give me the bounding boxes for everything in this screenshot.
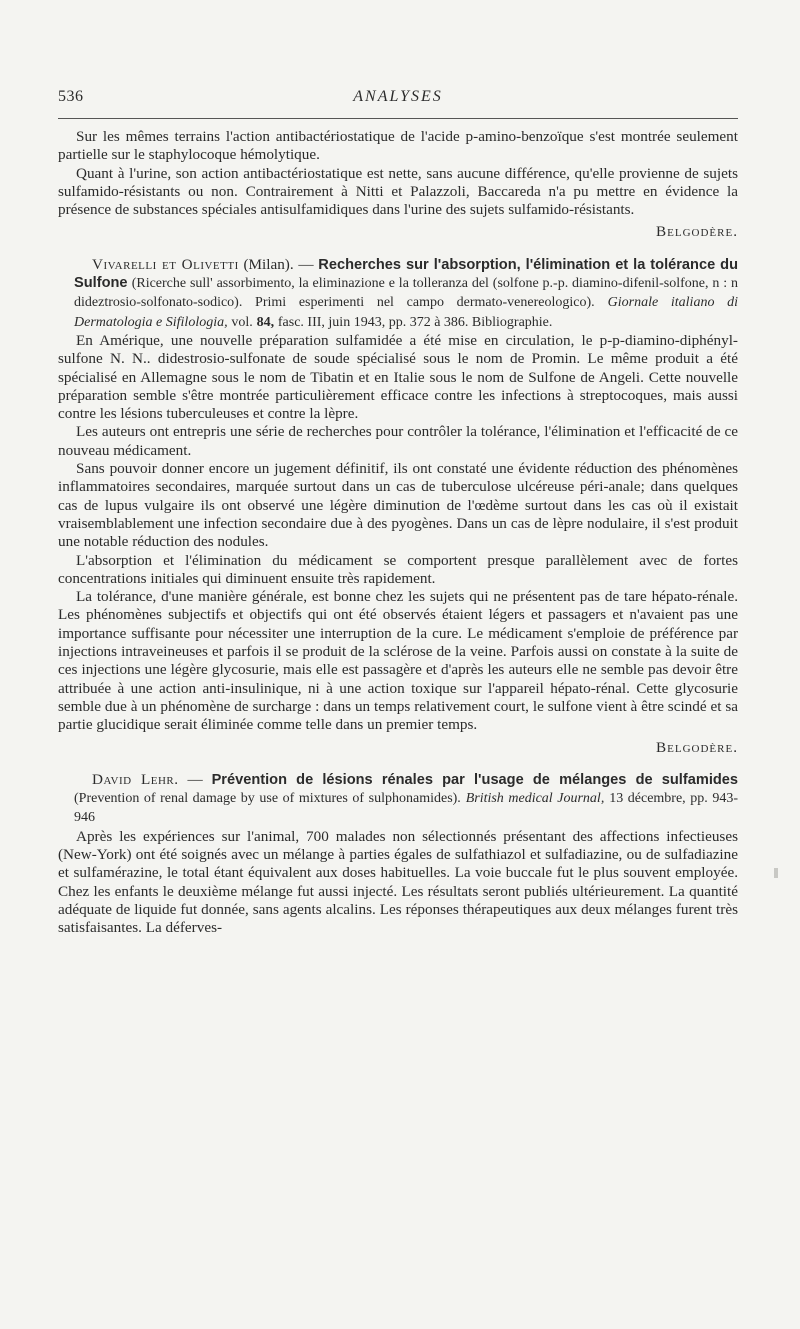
signature: Belgodère. — [656, 223, 738, 241]
entry-location: (Milan). — — [243, 255, 314, 273]
paragraph: Les auteurs ont entrepris une série de recherches pour contrôler la tolérance, l'élimination et l'efficacité de ce nouveau médicament. — [58, 423, 738, 459]
entry-title: Recherches sur l'absorption, l'élimination et la tolérance du Sulfone — [74, 256, 738, 292]
paragraph: L'absorption et l'élimination du médicament se comportent presque parallèlement avec de fortes concentrations initiales qui diminuent ensuite très rapidement. — [58, 551, 738, 587]
entry-separator: — — [187, 770, 203, 788]
paragraph: Sans pouvoir donner encore un jugement définitif, ils ont constaté une évidente réduction des phénomènes inflammatoires secondaires, marquée surtout dans un cas de tuberculose ulcéreuse péri-anale; dans quelques cas de lupus vulgaire ils ont observé une légère diminution de l'œdème surtout dans les cas où il existait vraisemblablement une infection secondaire due à des pyogènes. Dans un cas de lèpre nodulaire, il s'est produit une notable réduction des nodules. — [58, 460, 738, 551]
entry-header — [58, 771, 738, 828]
paragraph: En Amérique, une nouvelle préparation sulfamidée a été mise en circulation, le p-p-diamino-diphényl-sulfone N. N.. didestrosio-sulfonate de soude spécialisé sous le nom de Promin. Le même produit a été spécialisé en Allemagne sous le nom de Tibatin et en Italie sous le nom de Sulfone de Angeli. Cette nouvelle préparation semble s'être montrée particulièrement efficace contre les infections à streptocoques, mais aussi contre les lésions tuberculeuses et contre la lèpre. — [58, 331, 738, 423]
entry-volume: 84, — [256, 314, 275, 330]
paragraph: La tolérance, d'une manière générale, est bonne chez les sujets qui ne présentent pas de tare hépato-rénale. Les phénomènes subjectifs et objectifs qui ont été observés étaient légers et passagers et n'avaient pas une importance suffisante pour nécessiter une interruption de la cure. Le médicament s'emploie de préférence par injections intraveineuses et parfois il se produit de la sclérose de la veine. Parfois aussi on constate à la suite de ces injections une légère glycosurie, mais elle est passagère et d'après les auteurs elle ne semble pas devoir être attribuée à une action anti-insulinique, ni à une action toxique sur l'appareil hépato-rénal. Cette glycosurie semble due à un phénomène de surcharge : dans un temps relativement court, le sulfone vient à être scindé et sa partie glucidique serait éliminée comme telle dans un premier temps. — [58, 588, 738, 734]
entry-details: fasc. III, juin 1943, pp. 372 à 386. Bibliographie. — [277, 314, 553, 330]
page-number: 536 — [58, 88, 84, 105]
paper-blemish — [774, 868, 778, 878]
entry-subtitle: (Prevention of renal damage by use of mixtures of sulphonamides). — [74, 791, 461, 807]
entry-journal: Giornale italiano di Dermatologia e Sifilologia, — [74, 295, 739, 330]
entry-subtitle: (Ricerche sull' assorbimento, la eliminazione e la tolleranza del (solfone p.-p. diamino-difenil-solfone, n : n dideztrosio-solfonato-sodico). Primi esperimenti nel campo dermato-venereologico). — [74, 276, 738, 311]
entry-header — [58, 256, 738, 332]
entry-vol-prefix: vol. — [231, 314, 253, 330]
entry-journal: British medical Journal, — [465, 791, 605, 807]
section-title: ANALYSES — [353, 88, 443, 105]
paragraph: Sur les mêmes terrains l'action antibactériostatique de l'acide p-amino-benzoïque s'est montrée seulement partielle sur le staphylocoque hémolytique. — [58, 128, 738, 164]
entry-authors: Vivarelli et Olivetti — [92, 255, 239, 273]
header-rule — [58, 118, 738, 119]
paragraph: Après les expériences sur l'animal, 700 malades non sélectionnés présentant des affections infectieuses (New-York) ont été soignés avec un mélange à parties égales de sulfathiazol et sulfadiazine, ou de sulfadiazine et sulfamérazine, le total étant équivalent aux doses habituelles. La voie buccale fut le plus souvent employée. Chez les enfants le deuxième mélange fut aussi injecté. Les résultats seront publiés ultérieurement. La quantité adéquate de liquide fut donnée, sans agents alcalins. Les réponses thérapeutiques aux deux mélanges furent très satisfaisantes. La déferves- — [58, 827, 738, 937]
entry-authors: David Lehr. — [92, 770, 179, 788]
entry-title: Prévention de lésions rénales par l'usage de mélanges de sulfamides — [211, 771, 739, 788]
paragraph: Quant à l'urine, son action antibactériostatique est nette, sans aucune différence, qu'elle provienne de sujets sulfamido-résistants ou non. Contrairement à Nitti et Palazzoli, Baccareda n'a pu mettre en évidence la présence de substances spéciales antisulfamidiques dans l'urine des sujets sulfamido-résistants. — [58, 164, 738, 219]
running-header — [58, 88, 738, 112]
article-body — [58, 128, 738, 937]
entry-details: 13 décembre, pp. 943-946 — [74, 791, 738, 826]
signature: Belgodère. — [656, 738, 738, 756]
